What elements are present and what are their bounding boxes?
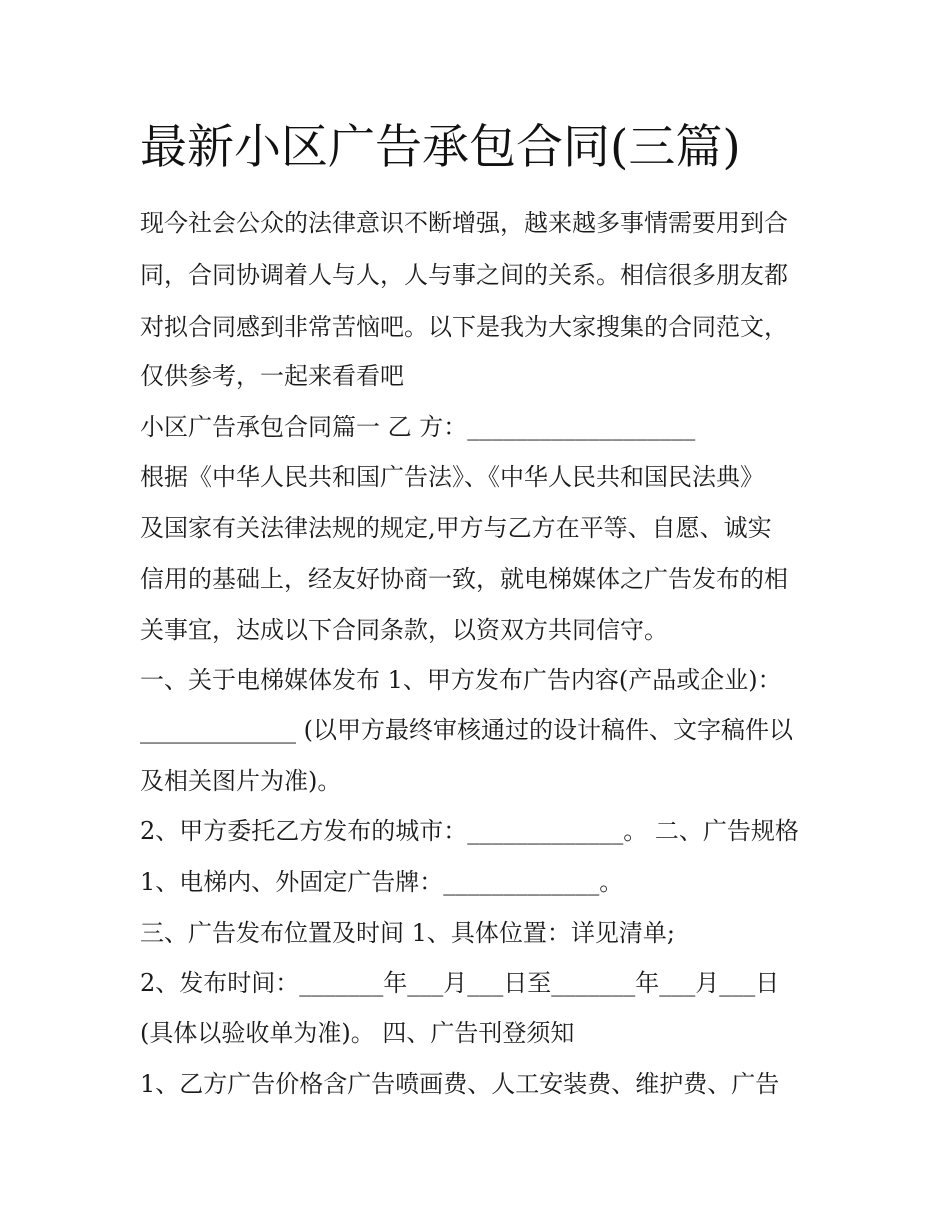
section-heading-line: 小区广告承包合同篇一 乙 方：___________________ [140, 413, 696, 441]
paragraph-line: 信用的基础上，经友好协商一致，就电梯媒体之广告发布的相 [140, 565, 788, 593]
paragraph-line: 仅供参考，一起来看看吧 [140, 362, 404, 390]
paragraph-line: 关事宜，达成以下合同条款，以资双方共同信守。 [140, 616, 668, 644]
document-title: 最新小区广告承包合同(三篇) [140, 120, 741, 175]
paragraph-line: 对拟合同感到非常苦恼吧。以下是我为大家搜集的合同范文， [140, 313, 788, 341]
paragraph-line: 同，合同协调着人与人，人与事之间的关系。相信很多朋友都 [140, 261, 788, 289]
clause-line: 三、广告发布位置及时间 1、具体位置：详见清单; [140, 919, 675, 947]
clause-line: 2、发布时间：_______年___月___日至_______年___月___日 [140, 969, 780, 997]
clause-line: 1、电梯内、外固定广告牌：_____________。 [140, 868, 624, 896]
clause-line: (具体以验收单为准)。 四、广告刊登须知 [140, 1019, 575, 1047]
paragraph-line: 及国家有关法律法规的规定,甲方与乙方在平等、自愿、诚实 [140, 514, 772, 542]
clause-line: 2、甲方委托乙方发布的城市：_____________。 二、广告规格 [140, 817, 799, 845]
paragraph-line: 根据《中华人民共和国广告法》、《中华人民共和国民法典》 [140, 463, 764, 491]
clause-line: 1、乙方广告价格含广告喷画费、人工安装费、维护费、广告 [140, 1070, 780, 1098]
clause-line: _____________ (以甲方最终审核通过的设计稿件、文字稿件以 [140, 716, 793, 744]
clause-line: 一、关于电梯媒体发布 1、甲方发布广告内容(产品或企业)： [140, 666, 782, 694]
clause-line: 及相关图片为准)。 [140, 767, 342, 795]
paragraph-line: 现今社会公众的法律意识不断增强，越来越多事情需要用到合 [140, 209, 788, 237]
